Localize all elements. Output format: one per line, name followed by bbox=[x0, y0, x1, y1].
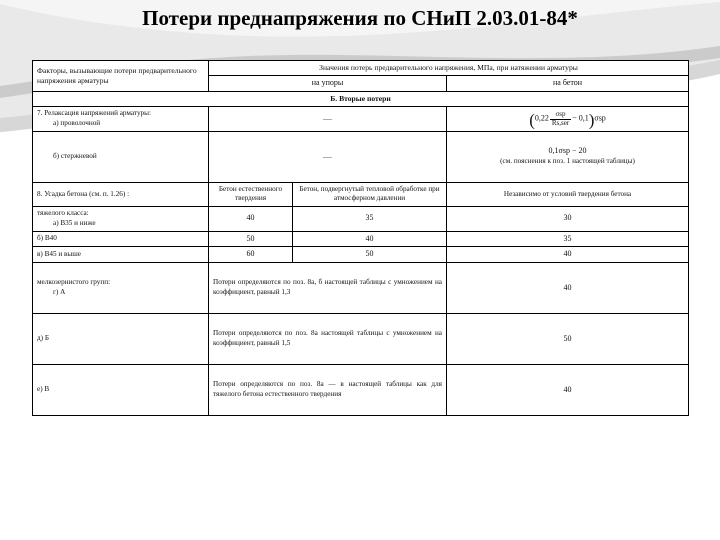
row-7b-sublabel: б) стержневой bbox=[53, 151, 97, 160]
table-row bbox=[33, 247, 689, 263]
prestress-losses-table bbox=[32, 60, 689, 416]
table-row bbox=[33, 314, 689, 365]
item-beton: 40 bbox=[447, 247, 689, 263]
table-row bbox=[33, 365, 689, 416]
item-label: а) В35 и ниже bbox=[53, 218, 96, 227]
table-header-row bbox=[33, 61, 689, 76]
item-beton: 35 bbox=[447, 231, 689, 247]
row-heavy-a-label bbox=[33, 207, 209, 231]
item-label: д) Б bbox=[33, 314, 209, 365]
row-fine-a-label bbox=[33, 263, 209, 314]
heavy-group-title: тяжелого класса: bbox=[37, 209, 89, 218]
item-label: в) В45 и выше bbox=[33, 247, 209, 263]
table-row bbox=[33, 131, 689, 182]
row-7b-beton-formula: 0,1σsp − 20 bbox=[548, 146, 587, 156]
item-beton: 40 bbox=[447, 263, 689, 314]
item-upory-a: 40 bbox=[209, 207, 293, 231]
table-row bbox=[33, 182, 689, 206]
row-7a-beton-formula bbox=[447, 107, 689, 131]
section-band-row bbox=[33, 92, 689, 107]
table-row bbox=[33, 231, 689, 247]
table-row bbox=[33, 107, 689, 131]
formula-fraction-numerator: σsp bbox=[555, 110, 566, 119]
header-factors: Факторы, вызывающие потери предварительного напряжения арматуры bbox=[33, 61, 209, 92]
row-8-col-b: Бетон, подвергнутый тепловой обработке при атмосферном давлении bbox=[293, 182, 447, 206]
item-beton: 30 bbox=[447, 207, 689, 231]
item-upory-b: 50 bbox=[293, 247, 447, 263]
item-label: е) В bbox=[33, 365, 209, 416]
row-7b-upory: — bbox=[209, 131, 447, 182]
row-7b-beton bbox=[447, 131, 689, 182]
table-row bbox=[33, 207, 689, 231]
header-sub-beton: на бетон bbox=[447, 76, 689, 92]
item-note: Потери определяются по поз. 8а, б настоящей таблицы с умножением на коэффициент, равный 1,3 bbox=[209, 263, 447, 314]
item-label: г) А bbox=[53, 288, 66, 297]
table-row bbox=[33, 263, 689, 314]
item-upory-a: 60 bbox=[209, 247, 293, 263]
row-7a-upory: — bbox=[209, 107, 447, 131]
formula-close-paren: ) bbox=[588, 110, 595, 130]
formula-fraction bbox=[550, 111, 571, 127]
item-beton: 40 bbox=[447, 365, 689, 416]
row-7-title: 7. Релаксация напряжений арматуры: bbox=[37, 109, 151, 118]
header-sub-upory: на упоры bbox=[209, 76, 447, 92]
header-values-title: Значения потерь предварительного напряжения, МПа, при натяжении арматуры bbox=[209, 61, 689, 76]
row-7b-beton-note: (см. пояснения к поз. 1 настоящей таблицы) bbox=[500, 157, 635, 166]
row-8-label: 8. Усадка бетона (см. п. 1.26) : bbox=[33, 182, 209, 206]
row-8-col-a: Бетон естественного твердения bbox=[209, 182, 293, 206]
fine-group-title: мелкозернистого групп: bbox=[37, 278, 111, 287]
page-title: Потери преднапряжения по СНиП 2.03.01-84* bbox=[142, 6, 578, 30]
row-7a-label bbox=[33, 107, 209, 131]
section-band-label: Б. Вторые потери bbox=[33, 92, 689, 107]
formula-fraction-denominator: Rs,ser bbox=[551, 118, 570, 127]
item-upory-a: 50 bbox=[209, 231, 293, 247]
row-7a-sublabel: а) проволочной bbox=[53, 119, 101, 128]
item-upory-b: 35 bbox=[293, 207, 447, 231]
item-label: б) В40 bbox=[33, 231, 209, 247]
item-beton: 50 bbox=[447, 314, 689, 365]
row-7b-label bbox=[33, 131, 209, 182]
formula-multiplier: σsp bbox=[594, 113, 606, 123]
row-8-col-c: Независимо от условий твердения бетона bbox=[447, 182, 689, 206]
formula-coefficient: 0,22 bbox=[534, 113, 549, 123]
item-upory-b: 40 bbox=[293, 231, 447, 247]
item-note: Потери определяются по поз. 8а — в настоящей таблицы как для тяжелого бетона естественного твердения bbox=[209, 365, 447, 416]
formula-open-paren: ( bbox=[529, 110, 535, 130]
formula-minus-term: − 0,1 bbox=[572, 113, 589, 123]
item-note: Потери определяются по поз. 8а настоящей таблицы с умножением на коэффициент, равный 1,5 bbox=[209, 314, 447, 365]
